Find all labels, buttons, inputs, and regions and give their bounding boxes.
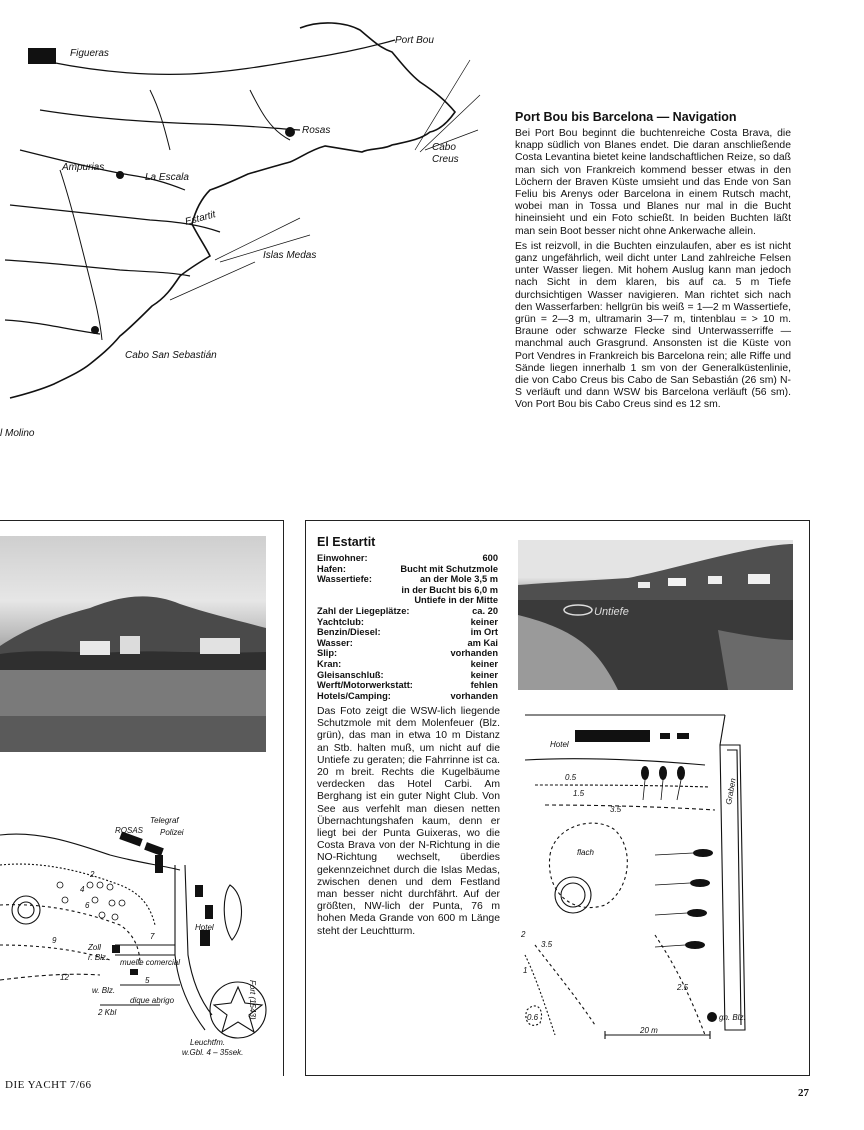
fact-row — [317, 670, 498, 681]
map-label-la-escala: La Escala — [145, 172, 189, 183]
estartit-harbor-plan — [515, 705, 805, 1070]
fact-value: fehlen — [470, 680, 498, 691]
plan-label-leuchtfeuer: Leuchtfm. — [190, 1038, 226, 1047]
fact-label: Benzin/Diesel: — [317, 627, 381, 638]
fact-value: am Kai — [467, 637, 498, 648]
plan-label-zoll-light: r. Blz. — [88, 953, 109, 962]
fact-label: Wasser: — [317, 637, 353, 648]
fact-value: Bucht mit Schutzmole — [400, 563, 498, 574]
fact-value-continued: in der Bucht bis 6,0 m — [401, 584, 498, 595]
fact-value: 600 — [482, 553, 498, 563]
plan-depth: 2 — [521, 930, 526, 939]
plan-label-w-blz: w. Blz. — [92, 986, 116, 995]
map-label-rosas: Rosas — [302, 125, 331, 136]
plan-depth: 12 — [60, 973, 69, 982]
plan-depth: 1.5 — [573, 789, 585, 798]
plan-depth: 6 — [85, 901, 90, 910]
article-title: Port Bou bis Barcelona — Navigation — [515, 110, 737, 124]
fact-row — [317, 574, 498, 585]
page-number: 27 — [798, 1087, 809, 1099]
map-label-molino: l Molino — [0, 428, 35, 439]
plan-label-zoll: Zoll — [88, 943, 101, 952]
fact-value: keiner — [470, 669, 498, 680]
plan-depth: 0.5 — [565, 773, 577, 782]
plan-depth: 2 — [90, 870, 95, 879]
estartit-photo — [518, 540, 793, 690]
fact-value-continued: Untiefe in der Mitte — [414, 595, 498, 606]
plan-depth: 1 — [523, 966, 528, 975]
fact-label: Slip: — [317, 648, 338, 659]
photo-label-untiefe: Untiefe — [594, 606, 629, 618]
map-label-estartit: Estartit — [183, 209, 217, 228]
plan-depth: 7 — [150, 932, 155, 941]
estartit-title: El Estartit — [317, 535, 376, 549]
map-label-port-bou: Port Bou — [395, 35, 434, 46]
fact-row — [317, 617, 498, 628]
fact-row — [317, 638, 498, 649]
fact-row — [317, 691, 498, 702]
plan-label-kbl: 2 Kbl — [98, 1008, 117, 1017]
fact-row — [317, 648, 498, 659]
fact-value: vorhanden — [450, 648, 498, 659]
plan-label-graben: Graben — [724, 777, 738, 806]
plan-label-polizei: Polizei — [160, 828, 184, 837]
plan-label-gn-blz: gn. Blz. — [719, 1013, 746, 1022]
plan-depth: 2.5 — [677, 983, 689, 992]
fact-row — [317, 553, 498, 564]
plan-label-dique: dique abrigo — [130, 996, 175, 1005]
coastal-map — [0, 0, 510, 445]
fact-label: Kran: — [317, 658, 342, 669]
map-label-cabo-creus-2: Creus — [432, 154, 459, 165]
plan-label-fort: Fort (1543) — [248, 980, 257, 1020]
fact-value: keiner — [470, 658, 498, 669]
plan-depth: 0.6 — [527, 1013, 539, 1022]
plan-depth: 4 — [80, 885, 85, 894]
map-label-figueras: Figueras — [70, 48, 109, 59]
navigation-article — [515, 110, 791, 415]
fact-row — [317, 627, 498, 638]
fact-label: Gleisanschluß: — [317, 669, 384, 680]
plan-label-rosas: ROSAS — [115, 826, 144, 835]
map-label-islas-medas: Islas Medas — [263, 250, 317, 261]
fact-label: Zahl der Liegeplätze: — [317, 605, 410, 616]
fact-row — [317, 606, 498, 617]
plan-depth: 5 — [145, 976, 150, 985]
plan-depth: 9 — [52, 936, 57, 945]
estartit-description: Das Foto zeigt die WSW-lich liegende Schutzmole mit dem Molenfeuer (Blz. grün), das man in etwa 10 m Distanz an Stb. halten muß, um nicht auf die Untiefe zu geraten; die Fahrrinne ist ca. 20 m breit. Rechts die Kugelbäume verdecken das Hotel Carbi. Am Berghang ist ein guter Night Club. Von See aus verfehlt man diesen netten Übernachtungshafen kaum, denn er liegt bei der Punta Guixeras, wo die Costa Brava von der N-Richtung in die NO-Richtung wechselt, überdies gekennzeichnet durch die Islas Medas, zwischen denen und dem Festland man besser nicht durchfährt. Auf der größten, NW-lich der Punta, 76 m hohen Meda Grande von 600 m Länge steht der Leuchtturm. — [317, 706, 500, 937]
fact-value: im Ort — [470, 627, 498, 638]
fact-row — [317, 680, 498, 691]
fact-label: Hotels/Camping: — [317, 690, 391, 701]
plan-label-hotel: Hotel — [195, 923, 214, 932]
map-label-cabo-creus: Cabo — [432, 142, 456, 153]
fact-value: keiner — [470, 616, 498, 627]
fact-label: Einwohner: — [317, 553, 368, 563]
figueras-town-marker — [28, 48, 56, 64]
article-paragraph-1: Bei Port Bou beginnt die buchtenreiche Costa Brava, die knapp südlich von Blanes endet. Die daran anschließende Costa Levantina bietet keine landschaftlichen Reize, so daß man sich von Frankreich kommend besser etwas in den Löchern der Braven Küste umsieht und das Ende von San Feliu bis Arenys oder Barcelona in einem Rutsch macht, wobei man in Tossa und Blanes nur mal in die Bucht hineinsieht und ein Foto schießt. In beiden Buchten läßt man sein Boot besser nicht ohne Ankerwache allein. — [515, 128, 791, 237]
map-label-cabo-san-sebastian: Cabo San Sebastián — [125, 350, 217, 361]
article-paragraph-2: Es ist reizvoll, in die Buchten einzulaufen, aber es ist nicht ganz ungefährlich, weil dicht unter Land zahlreiche Felsen unter Wasser liegen. Mit hohem Auslug kann man jedoch nach Sicht in dem klaren, bis auf ca. 5 m Tiefe durchsichtigen Wasser navigieren. Man richtet sich nach den Wasserfarben: hellgrün bis weiß = 1—2 m Wassertiefe, grün = 2—3 m, ultramarin 3—7 m, tintenblau = > 10 m. Braune oder schwarze Flecke sind Unterwasserriffe — manchmal auch Grasgrund. Ansonsten ist die Küste von Port Vendres in Frankreich bis Barcelona rein; alle Riffe und Sände liegen innerhalb 1 sm von der Generalküstenlinie, die von Cabo Creus bis Cabo de San Sebastián (26 sm) N-S verläuft und dann WSW bis Barcelona verläuft (56 sm). Von Port Bou bis Cabo Creus sind es 12 sm. — [515, 240, 791, 411]
fact-label: Hafen: — [317, 563, 346, 574]
fact-row — [317, 564, 498, 575]
plan-label-muelle: muelle comercial — [120, 958, 181, 967]
plan-depth: 3.5 — [610, 805, 622, 814]
fact-label: Werft/Motorwerkstatt: — [317, 680, 413, 691]
plan-label-distance: 20 m — [640, 1026, 658, 1035]
fact-value: an der Mole 3,5 m — [419, 574, 498, 585]
magazine-footer: DIE YACHT 7/66 — [5, 1079, 92, 1091]
fact-row — [317, 659, 498, 670]
rosas-harbor-plan — [0, 775, 270, 1075]
fact-label: Yachtclub: — [317, 616, 365, 627]
rosas-harbor-photo — [0, 536, 266, 752]
plan-depth: 3.5 — [541, 940, 553, 949]
fact-value: vorhanden — [450, 690, 498, 701]
plan-label-hotel: Hotel — [550, 740, 569, 749]
plan-label-leuchtfeuer-char: w.Gbl. 4 – 35sek. — [182, 1048, 244, 1057]
map-label-ampurias: Ampurias — [62, 162, 105, 173]
plan-label-telegraf: Telegraf — [150, 816, 179, 825]
fact-label: Wassertiefe: — [317, 574, 372, 585]
plan-label-flach: flach — [577, 848, 594, 857]
harbor-facts-table — [317, 553, 498, 701]
fact-value: ca. 20 — [472, 605, 498, 616]
